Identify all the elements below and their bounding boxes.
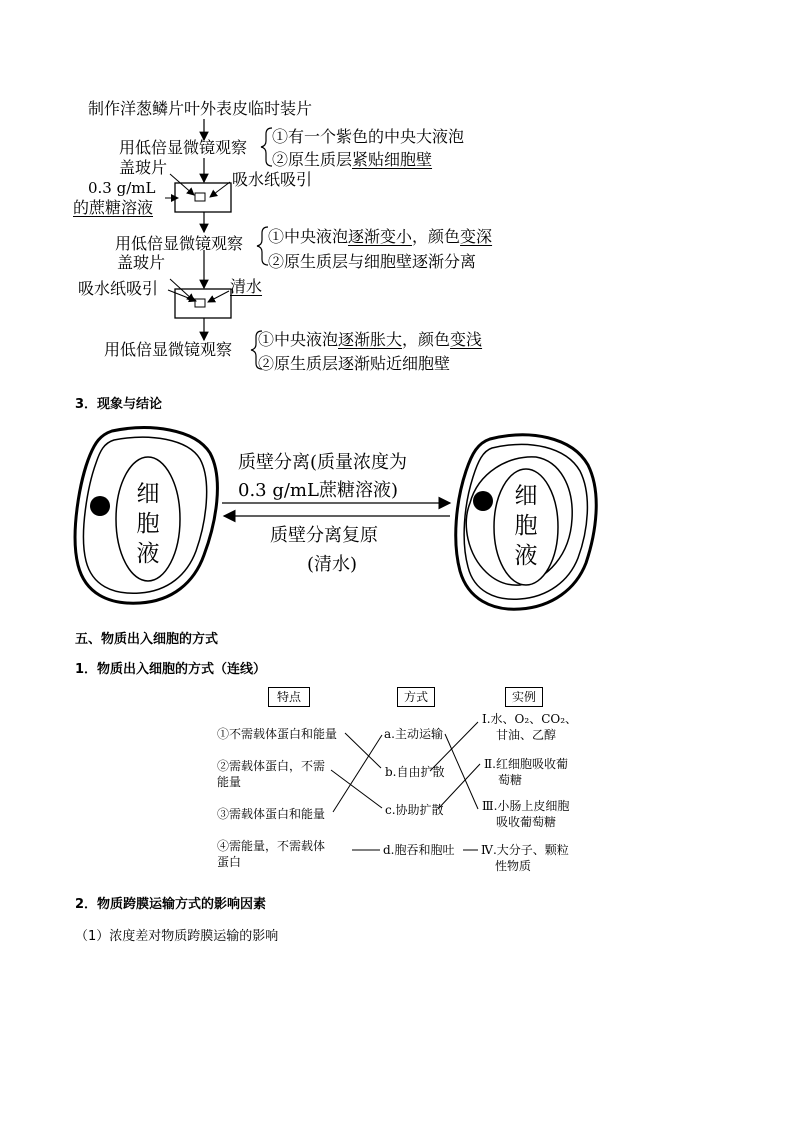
header-methods: 方式: [397, 687, 435, 707]
forward-label-2: 0.3 g/mL蔗糖溶液): [238, 480, 398, 501]
absorb-label-1: 吸水纸吸引: [232, 170, 313, 189]
section5-sub1: 1．物质出入细胞的方式（连线）: [75, 662, 267, 677]
observe-label-1: 用低倍显微镜观察: [119, 138, 248, 157]
left-cell-label: 细 胞 液: [136, 481, 160, 567]
coverslip-2: [195, 299, 205, 307]
coverslip-1: [195, 193, 205, 201]
section5-heading: 五、物质出入细胞的方式: [75, 632, 219, 647]
observe-label-2: 用低倍显微镜观察: [115, 234, 244, 253]
right-nucleus: [473, 491, 493, 511]
result-3-1: ①中央液泡逐渐胀大，颜色变浅: [258, 330, 483, 349]
feature-3: ③需载体蛋白和能量: [217, 807, 326, 821]
reverse-label-1: 质壁分离复原: [270, 525, 378, 546]
coverslip-label-2: 盖玻片: [117, 253, 166, 272]
example-1: Ⅰ.水、O₂、CO₂、 甘油、乙醇: [482, 712, 578, 742]
header-features: 特点: [268, 687, 310, 707]
observe-label-3: 用低倍显微镜观察: [104, 340, 233, 359]
absorb-label-2: 吸水纸吸引: [78, 279, 159, 298]
right-cell-label: 细 胞 液: [514, 483, 538, 569]
method-d: d.胞吞和胞吐: [383, 843, 455, 857]
brace-2: [257, 227, 268, 265]
reverse-label-2: (清水): [307, 554, 358, 575]
result-1-2: ②原生质层紧贴细胞壁: [272, 150, 433, 169]
coverslip-label-1: 盖玻片: [119, 158, 168, 177]
feature-1: ①不需载体蛋白和能量: [217, 727, 338, 741]
plasmolysis-diagram: [0, 415, 794, 615]
solution-label-1a: 0.3 g/mL: [88, 179, 156, 197]
result-2-1: ①中央液泡逐渐变小，颜色变深: [268, 227, 493, 246]
flow-title: 制作洋葱鳞片叶外表皮临时装片: [88, 99, 313, 118]
forward-label-1: 质壁分离(质量浓度为: [238, 452, 408, 473]
section3-heading: 3．现象与结论: [75, 397, 163, 412]
result-1-1: ①有一个紫色的中央大液泡: [272, 127, 465, 146]
section5-sub2: 2．物质跨膜运输方式的影响因素: [75, 897, 267, 912]
solution-label-1b: 的蔗糖溶液: [73, 198, 154, 217]
paragraph-1: （1）浓度差对物质跨膜运输的影响: [75, 929, 279, 944]
feature-4: ④需能量，不需载体 蛋白: [217, 839, 326, 869]
method-b: b.自由扩散: [385, 765, 445, 779]
example-2: Ⅱ.红细胞吸收葡 萄糖: [484, 757, 568, 787]
method-c: c.协助扩散: [385, 803, 444, 817]
result-3-2: ②原生质层逐渐贴近细胞壁: [258, 354, 451, 373]
header-examples: 实例: [505, 687, 543, 707]
feature-2: ②需载体蛋白，不需 能量: [217, 759, 326, 789]
link-3-a: [333, 735, 382, 812]
method-a: a.主动运输: [384, 727, 443, 741]
example-4: Ⅳ.大分子、颗粒 性物质: [481, 843, 569, 873]
result-2-2: ②原生质层与细胞壁逐渐分离: [268, 252, 477, 271]
link-1-b: [345, 733, 381, 768]
solution-label-2: 清水: [230, 277, 263, 296]
brace-1: [261, 128, 272, 166]
example-3: Ⅲ.小肠上皮细胞 吸收葡萄糖: [482, 799, 570, 829]
left-nucleus: [90, 496, 110, 516]
